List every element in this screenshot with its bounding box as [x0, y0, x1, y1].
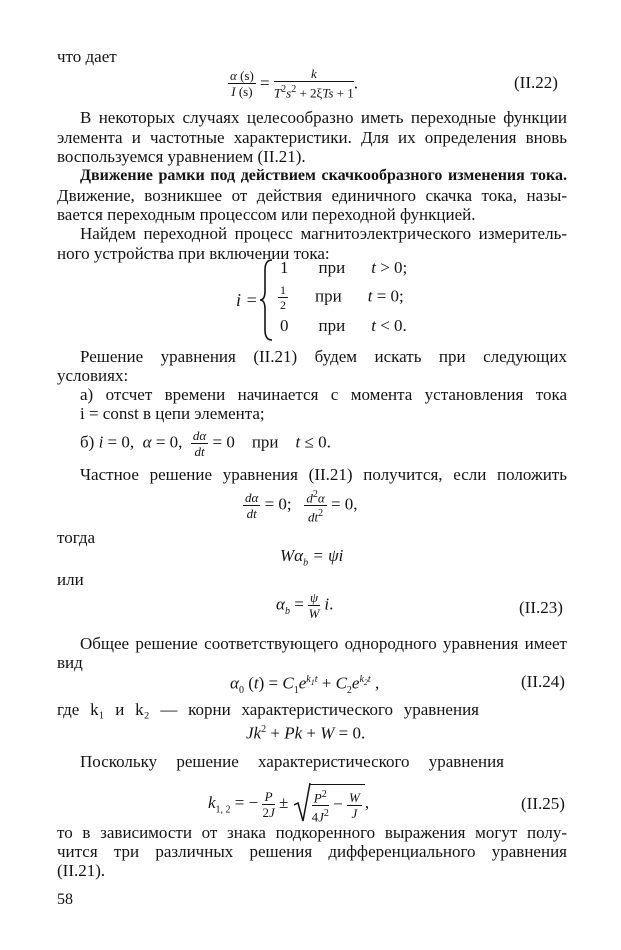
equation-number: (II.25) [521, 794, 565, 813]
text-line: ного устройства при включении тока: [57, 244, 330, 263]
piecewise-case-1: 1 при t > 0; [280, 258, 408, 277]
text-line: (II.21). [57, 861, 106, 880]
text-line: тогда [57, 528, 96, 547]
brace-icon [258, 258, 276, 342]
text-line: условиях: [57, 366, 129, 385]
page-number: 58 [57, 891, 73, 908]
text-line: то в зависимости от знака подкоренного выражения могут полу- [57, 823, 567, 842]
text-line: чится три различных решения дифференциального уравнения [57, 842, 567, 861]
piecewise-case-2: $\frac{1}{2}$ при t = 0; [280, 283, 404, 312]
equation-ii23: $\alpha_b$ = $\frac{\psi}{W}$ i. [276, 590, 334, 621]
text-line: или [57, 570, 84, 589]
text-line: элемента и частотные характеристики. Для их определения вновь [57, 128, 567, 147]
text-line: i = const в цепи элемента; [80, 404, 265, 423]
piecewise-lhs: i = [236, 290, 258, 310]
text-line: а) отсчет времени начинается с момента установления тока [80, 385, 567, 404]
text-line: Решение уравнения (II.21) будем искать при следующих [80, 347, 567, 366]
piecewise-case-3: 0 при t < 0. [280, 316, 407, 335]
radical-icon [293, 781, 311, 825]
text-line: Общее решение соответствующего однородного уравнения имеет [80, 634, 567, 653]
text-line: Найдем переходной процесс магнитоэлектрического измеритель- [80, 224, 567, 243]
section-heading: Движение рамки под действием скачкообразного изменения тока. [80, 167, 567, 184]
text-line: Движение, возникшее от действия единичного скачка тока, назы- [57, 186, 567, 205]
equation-number: (II.23) [519, 598, 563, 617]
text-line: где k₁ и k₂ — корни характеристического уравнения [57, 700, 479, 719]
condition-b: б) i = 0, α = 0, $\frac{d\alpha}{dt}$ = 0 при t ≤ 0. [80, 428, 331, 459]
text-line: вид [57, 653, 83, 672]
equation-characteristic: $Jk^2 + Pk + W = 0$. [246, 723, 366, 743]
text-line: что дает [57, 47, 117, 66]
text-line: вается переходным процессом или переходной функцией. [57, 205, 476, 224]
text-line: В некоторых случаях целесообразно иметь переходные функции [80, 108, 567, 127]
text-line: Поскольку решение характеристического уравнения [80, 752, 504, 771]
equation-number: (II.22) [514, 73, 558, 92]
text-line: воспользуемся уравнением (II.21). [57, 147, 306, 166]
equation-number: (II.24) [521, 672, 565, 691]
equation-derivatives: $\frac{d\alpha}{dt}$ = 0; $\frac{d^2\alpha}{dt^2}$ = 0, [245, 489, 358, 525]
text-line: Частное решение уравнения (II.21) получится, если положить [80, 465, 567, 484]
equation-ii25: $k_{1, 2}$ = − $\frac{P}{2J}$ ± $\frac{P^2}{4J^2}$ − $\frac{W}{J}$ , [208, 784, 369, 825]
equation-ii22: $\frac{\alpha (s)}{I (s)}$ = $\frac{k}{T^2s^2 + 2\xi Ts + 1}$ . [230, 66, 359, 101]
equation-w-alpha: $W\alpha_b = \psi i$ [280, 546, 344, 569]
equation-ii24: $\alpha_0$ $(t) = C_1e^{k_1t} + C_2e^{k_2t}$ , [230, 673, 380, 697]
